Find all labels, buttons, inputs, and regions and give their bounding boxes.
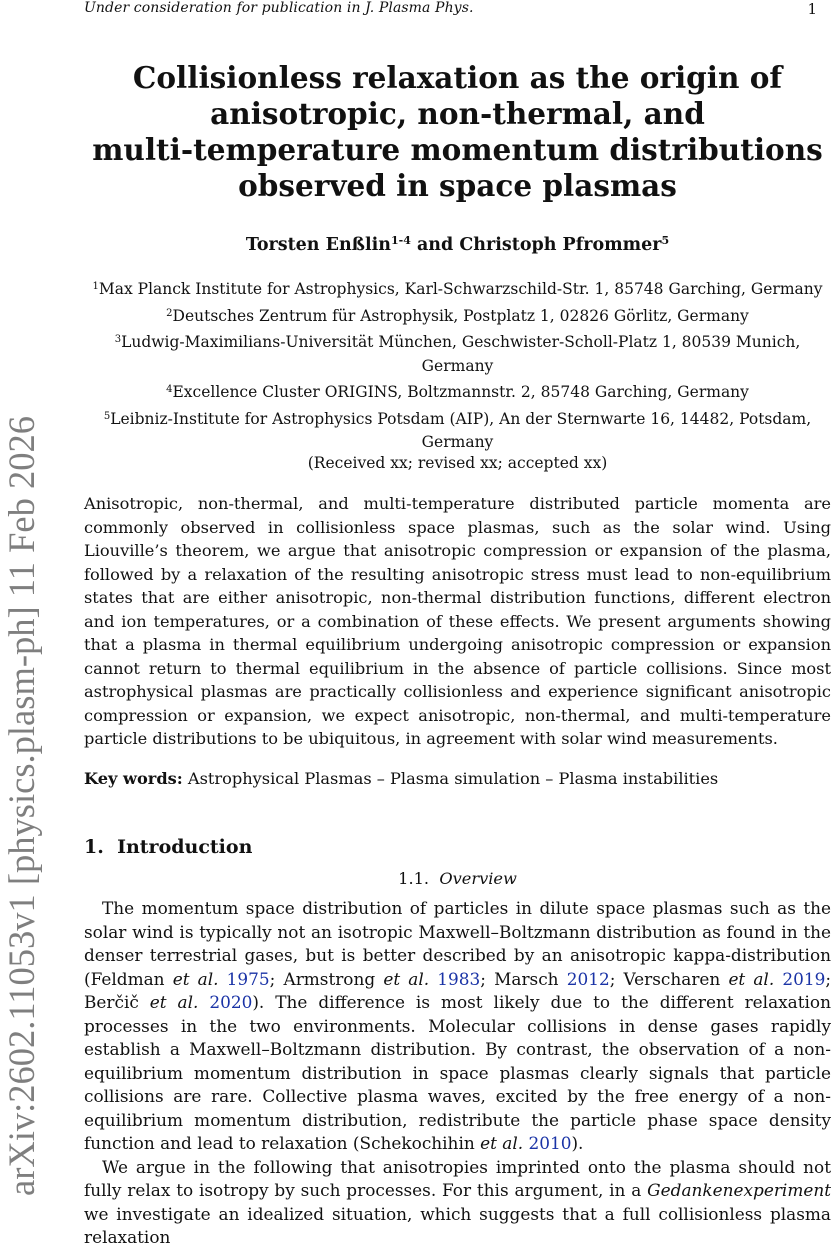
- section-number: 1.: [84, 836, 104, 858]
- affiliation-marker: 1-4: [391, 234, 411, 247]
- affiliation-item: [84, 302, 831, 329]
- affiliation-item: [84, 328, 831, 378]
- citation-link[interactable]: 2019: [782, 968, 826, 989]
- affiliation-number: 5: [103, 410, 111, 422]
- paragraph: [84, 897, 831, 1156]
- affiliation-text: Leibniz-Institute for Astrophysics Potsdam (AIP), An der Sternwarte 16, 14482, Potsdam, Germany: [110, 409, 812, 451]
- citation-etal: et al.: [480, 1133, 524, 1153]
- section-title: Introduction: [117, 836, 253, 858]
- affiliation-number: 4: [166, 384, 173, 395]
- subsection-title: Overview: [439, 869, 517, 888]
- received-dates: (Received xx; revised xx; accepted xx): [307, 454, 608, 472]
- text-run: We argue in the following that anisotropies imprinted onto the plasma should not fully relax to isotropy by such processes. For this argument, in a: [84, 1156, 831, 1200]
- title-line: observed in space plasmas: [238, 168, 677, 203]
- running-head: Under consideration for publication in J. Plasma Phys.: [84, 0, 474, 16]
- affiliation-marker: 5: [661, 234, 670, 247]
- affiliation-text: Excellence Cluster ORIGINS, Boltzmannstr. 2, 85748 Garching, Germany: [172, 383, 749, 401]
- paragraph: [84, 1156, 831, 1250]
- italic-term: Gedankenexperiment: [647, 1180, 831, 1200]
- author-list: [84, 234, 831, 255]
- affiliation-text: Deutsches Zentrum für Astrophysik, Postplatz 1, 02826 Görlitz, Germany: [172, 306, 749, 325]
- affiliation-text: Ludwig-Maximilians-Universität München, Geschwister-Scholl-Platz 1, 80539 Munich, Germany: [121, 333, 801, 375]
- affiliation-number: 3: [114, 334, 122, 345]
- author-name: Torsten Enßlin: [245, 235, 391, 255]
- abstract: Anisotropic, non-thermal, and multi-temperature distributed particle momenta are commonly observed in collisionless space plasmas, such as the solar wind. Using Liouville’s theorem, we argue that anisotropic compression or expansion of the plasma, followed by a relaxation of the resulting anisotropic stress must lead to non-equilibrium states that are either anisotropic, non-thermal distribution functions, different electron and ion temperatures, or a combination of these effects. We present arguments showing that a plasma in thermal equilibrium undergoing anisotropic compression or expansion cannot return to thermal equilibrium in the absence of particle collisions. Since most astrophysical plasmas are practically collisionless and experience significant anisotropic compression or expansion, we expect anisotropic, non-thermal, and multi-temperature particle distributions to be ubiquitous, in agreement with solar wind measurements.: [84, 494, 831, 748]
- page-number: 1: [807, 0, 817, 18]
- citation-etal: et al.: [149, 992, 199, 1012]
- section-heading: [84, 836, 252, 858]
- citation-etal: et al.: [383, 968, 430, 989]
- citation-link[interactable]: 2012: [566, 968, 610, 989]
- citation-etal: et al.: [172, 968, 219, 989]
- text-run: ; Berčič: [84, 968, 831, 1012]
- keywords-label: Key words:: [84, 769, 183, 788]
- affiliation-item: [84, 405, 831, 455]
- citation-link[interactable]: 2020: [209, 992, 253, 1012]
- text-run: ; Verscharen: [609, 968, 729, 989]
- affiliation-item: [84, 275, 831, 302]
- text-run: ). The difference is most likely due to the different relaxation processes in the two environments. Molecular collisions in dense gases rapidly establish a Maxwell–Boltzmann distribution. By contrast, the observation of a non-equilibrium momentum distribution in space plasmas clearly signals that particle collisions are rare. Collective plasma waves, excited by the free energy of a non-equilibrium momentum distribution, redistribute the particle phase space density function and lead to relaxation (Schekochihin: [84, 992, 831, 1153]
- subsection-number: 1.1.: [398, 869, 430, 888]
- author-name: Christoph Pfrommer: [459, 235, 662, 255]
- text-run: we investigate an idealized situation, which suggests that a full collisionless plasma relaxation: [84, 1203, 831, 1247]
- paper-title: [84, 60, 831, 204]
- title-line: Collisionless relaxation as the origin of: [132, 60, 783, 95]
- title-line: multi-temperature momentum distributions: [92, 132, 823, 167]
- text-run: ).: [571, 1133, 584, 1153]
- author-conjunction: and: [410, 235, 460, 255]
- text-run: ; Armstrong: [269, 968, 384, 989]
- body-text: [84, 897, 831, 1250]
- title-line: anisotropic, non-thermal, and: [210, 96, 705, 131]
- affiliation-number: 2: [166, 307, 173, 319]
- affiliation-number: 1: [92, 281, 99, 292]
- arxiv-identifier-stamp: arXiv:2602.11053v1 [physics.plasm-ph] 11 Feb 2026: [1, 416, 42, 1196]
- citation-link[interactable]: 1975: [226, 968, 270, 989]
- keywords-text: Astrophysical Plasmas – Plasma simulation – Plasma instabilities: [182, 769, 719, 788]
- keywords: [84, 769, 831, 788]
- citation-link[interactable]: 1983: [437, 968, 481, 989]
- text-run: ; Marsch: [480, 968, 567, 989]
- subsection-heading: [84, 869, 831, 888]
- text-run: The momentum space distribution of particles in dilute space plasmas such as the solar wind is typically not an isotropic Maxwell–Boltzmann distribution as found in the denser terrestrial gases, but is better described by an anisotropic kappa-distribution (Feldman: [84, 898, 831, 989]
- citation-link[interactable]: 2010: [528, 1133, 572, 1153]
- affiliation-item: [84, 378, 831, 405]
- affiliation-text: Max Planck Institute for Astrophysics, Karl-Schwarzschild-Str. 1, 85748 Garching, Germany: [98, 280, 823, 298]
- affiliation-list: [84, 275, 831, 455]
- citation-etal: et al.: [728, 968, 775, 989]
